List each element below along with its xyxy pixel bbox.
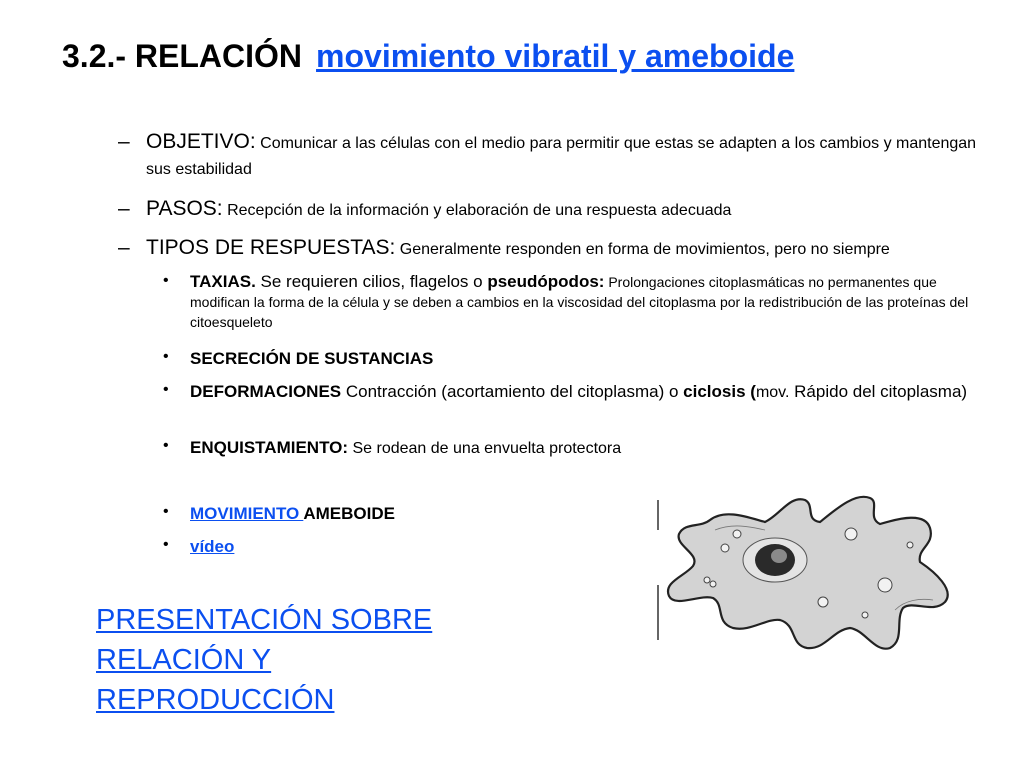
dash-marker: – — [118, 130, 130, 153]
title-link[interactable]: movimiento vibratil y ameboide — [316, 38, 795, 74]
bullet-marker: • — [163, 536, 169, 553]
video-link[interactable]: vídeo — [190, 537, 235, 556]
deformaciones-tail2: Rápido del citoplasma) — [789, 382, 968, 401]
bullet-marker: • — [163, 503, 169, 520]
pasos-text: Recepción de la información y elaboración de una respuesta adecuada — [222, 202, 732, 219]
presentation-line-1: PRESENTACIÓN SOBRE — [96, 604, 433, 636]
dash-marker: – — [118, 197, 130, 220]
dash-marker: – — [118, 236, 130, 259]
deformaciones-bold: ciclosis ( — [683, 382, 756, 401]
enquistamiento-tail: Se rodean de una envuelta protectora — [348, 440, 622, 457]
tipos-text: Generalmente responden en forma de movimientos, pero no siempre — [395, 241, 890, 258]
enquistamiento-label: ENQUISTAMIENTO: — [190, 438, 349, 457]
slide-title — [62, 38, 794, 75]
taxias-bold: pseudópodos: — [487, 272, 605, 291]
taxias-label: TAXIAS. — [190, 272, 256, 291]
presentation-line-2: RELACIÓN Y — [96, 644, 272, 676]
bullet-marker: • — [163, 437, 169, 454]
deformaciones-mid: Contracción (acortamiento del citoplasma) o — [341, 382, 684, 401]
presentation-link[interactable] — [96, 600, 516, 720]
taxias-tail: Prolongaciones citoplasmáticas no permanentes que modifican la forma de la célula y se deben a cambios en la viscosidad del citoplasma por la redistribución de las proteínas del citoesqueleto — [190, 274, 969, 330]
deformaciones-tail1: mov. — [755, 384, 790, 401]
title-prefix: 3.2.- RELACIÓN — [62, 38, 303, 74]
pasos-label: PASOS: — [146, 197, 223, 220]
objetivo-text: Comunicar a las células con el medio para permitir que estas se adapten a los cambios y mantengan sus estabilidad — [146, 135, 977, 178]
objetivo-label: OBJETIVO: — [146, 130, 256, 153]
movimiento-link[interactable]: MOVIMIENTO — [190, 504, 304, 523]
amoeba-illustration — [655, 490, 985, 655]
bullet-marker: • — [163, 272, 169, 289]
bullet-marker: • — [163, 348, 169, 365]
tipos-label: TIPOS DE RESPUESTAS: — [146, 236, 396, 259]
bullet-marker: • — [163, 381, 169, 398]
secrecion-text: SECRECIÓN DE SUSTANCIAS — [190, 349, 434, 368]
movimiento-rest: AMEBOIDE — [303, 504, 395, 523]
taxias-mid: Se requieren cilios, flagelos o — [255, 272, 488, 291]
presentation-line-3: REPRODUCCIÓN — [96, 684, 335, 716]
deformaciones-label: DEFORMACIONES — [190, 382, 342, 401]
